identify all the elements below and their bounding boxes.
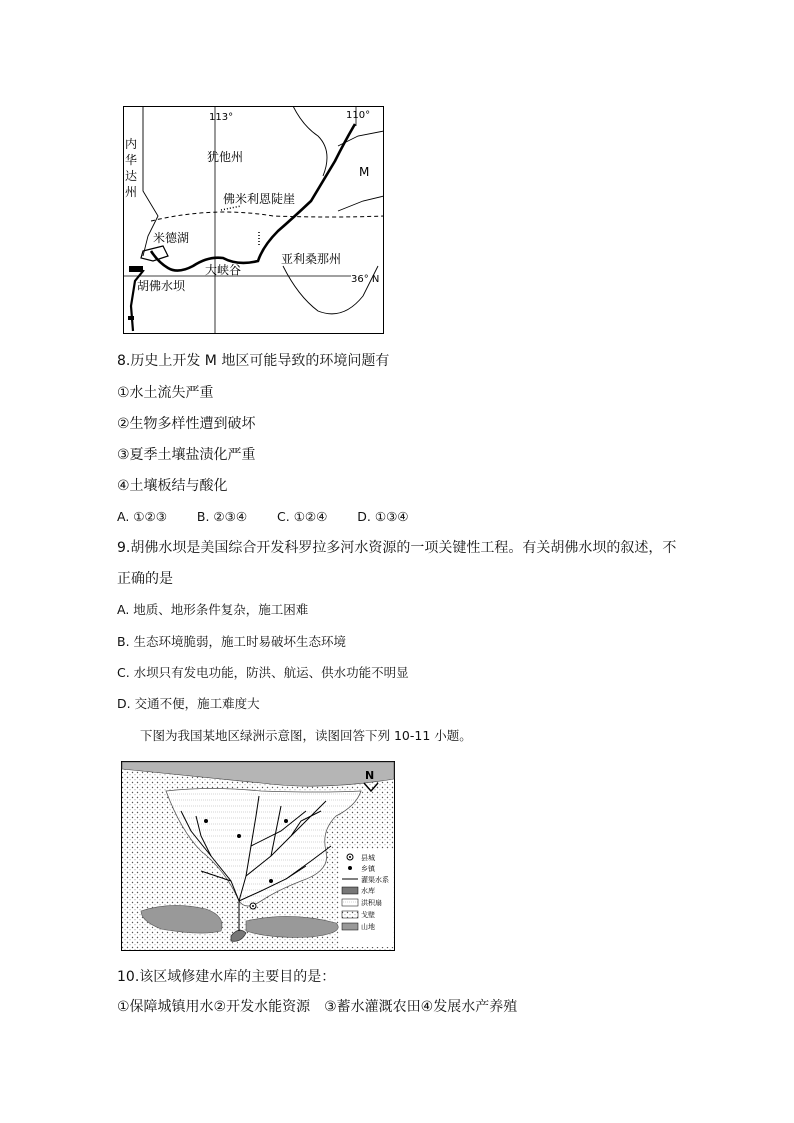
label-lat: 36° N	[351, 274, 380, 285]
label-nevada-full	[0, 0, 1, 1]
q10-stem: 10.该区域修建水库的主要目的是：	[117, 969, 336, 985]
label-canyon: 大峡谷	[205, 263, 242, 277]
oasis-map	[121, 761, 395, 951]
q8-options	[117, 507, 435, 527]
label-nevada-3: 达	[125, 169, 138, 183]
q9-option-b[interactable]: B. 生态环境脆弱，施工时易破坏生态环境	[117, 634, 347, 649]
svg-text:灌渠水系: 灌渠水系	[361, 876, 389, 884]
q9-stem-line2: 正确的是	[117, 571, 173, 587]
hoover-dam-mark	[129, 266, 143, 272]
q8-item-1: ①水土流失严重	[117, 385, 214, 401]
svg-text:洪积扇: 洪积扇	[361, 899, 382, 907]
label-hoover: 胡佛水坝	[137, 279, 186, 293]
svg-text:N: N	[365, 769, 375, 782]
q10-items: ①保障城镇用水②开发水能资源 ③蓄水灌溉农田④发展水产养殖	[117, 999, 518, 1015]
svg-text:县城: 县城	[361, 854, 375, 862]
q8-option-d[interactable]: D. ①③④	[357, 509, 409, 524]
q9-option-d[interactable]: D. 交通不便，施工难度大	[117, 696, 260, 711]
label-vermilion: 佛米利恩陡崖	[223, 192, 296, 206]
label-nevada-1: 内	[125, 137, 138, 151]
label-arizona: 亚利桑那州	[281, 252, 342, 266]
q8-item-3: ③夏季土壤盐渍化严重	[117, 447, 256, 463]
q8-item-2: ②生物多样性遭到破坏	[117, 416, 256, 432]
svg-text:山地: 山地	[361, 923, 375, 931]
label-lon-113: 113°	[209, 112, 234, 123]
svg-text:戈壁: 戈壁	[361, 911, 375, 919]
q8-option-a[interactable]: A. ①②③	[117, 509, 167, 524]
label-m: M	[359, 165, 370, 179]
svg-text:乡镇: 乡镇	[361, 865, 375, 873]
label-lon-110: 110°	[346, 110, 371, 121]
q8-stem: 8.历史上开发 M 地区可能导致的环境问题有	[117, 353, 390, 369]
svg-text:水库: 水库	[361, 887, 375, 895]
label-utah: 犹他州	[207, 150, 244, 164]
q8-item-4: ④土壤板结与酸化	[117, 478, 228, 494]
q9-option-a[interactable]: A. 地质、地形条件复杂，施工困难	[117, 602, 309, 617]
map-legend	[339, 849, 393, 947]
village	[204, 819, 208, 823]
label-nevada-4: 州	[125, 185, 138, 199]
q9-option-c[interactable]: C. 水坝只有发电功能，防洪、航运、供水功能不明显	[117, 665, 409, 680]
label-mead: 米德湖	[153, 231, 190, 245]
q8-option-b[interactable]: B. ②③④	[196, 509, 248, 524]
q9-stem-line1: 9.胡佛水坝是美国综合开发科罗拉多河水资源的一项关键性工程。有关胡佛水坝的叙述，不	[117, 540, 677, 556]
intro-10-11: 下图为我国某地区绿洲示意图，读图回答下列 10-11 小题。	[140, 728, 472, 743]
label-nevada-2: 华	[125, 153, 138, 167]
colorado-river-map	[123, 106, 384, 334]
q8-option-c[interactable]: C. ①②④	[277, 509, 328, 524]
